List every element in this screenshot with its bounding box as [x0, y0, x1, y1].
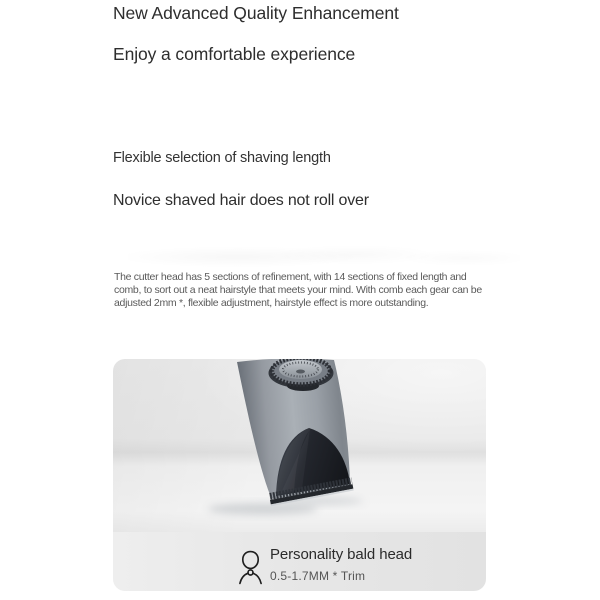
faded-gradient-band	[128, 246, 520, 268]
bald-head-person-icon	[237, 548, 264, 586]
caption-bar	[113, 532, 486, 591]
feature-subheading: Novice shaved hair does not roll over	[113, 192, 369, 209]
hair-clipper-illustration	[113, 359, 486, 532]
heading-secondary: Enjoy a comfortable experience	[113, 44, 356, 64]
caption-title: Personality bald head	[270, 546, 413, 563]
feature-heading: Flexible selection of shaving length	[113, 150, 331, 166]
product-card	[113, 359, 486, 591]
product-photo	[113, 359, 486, 532]
product-description: The cutter head has 5 sections of refinement, with 14 sections of fixed length and comb, to sort out a neat hairstyle that meets your mind. With comb each gear can be adjusted 2mm *, flexible adjustment, hairstyle effect is more outstanding.	[114, 271, 482, 309]
caption-subtitle: 0.5-1.7MM * Trim	[270, 569, 366, 583]
heading-primary: New Advanced Quality Enhancement	[113, 3, 399, 23]
